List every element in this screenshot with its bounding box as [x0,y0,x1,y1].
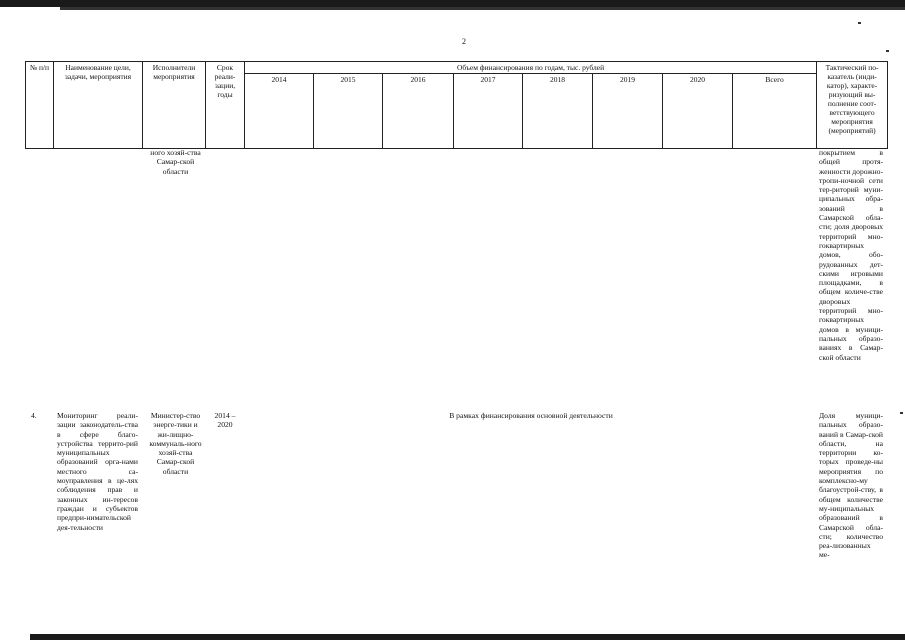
scan-top-border-shadow [60,7,905,10]
header-indicator: Тактический по-казатель (инди-катор), характе-ризующий вы-полнение соот-ветствующего мероприятия (мероприятий) [817,62,888,149]
header-term: Срок реали-зации, годы [206,62,245,149]
row4-term: 2014 – 2020 [214,411,236,430]
funding-table-header [25,61,888,149]
scan-speck [900,412,903,414]
row4-executors: Министер-ство энерге-тики и жи-лищно-коммуналь-ного хозяй-ства Самар-ской области [149,411,202,476]
header-year-2019: 2019 [593,74,663,149]
scan-speck [886,50,889,52]
header-year-2016: 2016 [383,74,454,149]
continued-indicator-cell: покрытием в общей протя-женности дорожно-тропи-ночной сети тер-риторий муни-ципальных обра-зований в Самарской обла-сти; доля дворовых территорий мно-гоквартирных домов, обо-рудованных дет-скими игровыми площадками, в общем количе-стве дворовых территорий мно-гоквартирных домов в муници-пальных образо-ваниях в Самар-ской области [819,148,883,362]
header-executors: Исполнители мероприятия [143,62,206,149]
header-year-2014: 2014 [245,74,314,149]
header-name: Наименование цели, задачи, мероприятия [54,62,143,149]
header-num: № п/п [26,62,54,149]
scan-speck [858,22,861,24]
row4-num: 4. [31,411,37,420]
continued-executors-cell: ного хозяй-ства Самар-ской области [150,148,201,176]
header-year-2015: 2015 [314,74,383,149]
row4-funding: В рамках финансирования основной деятельности [449,411,613,420]
scan-bottom-border [30,634,905,640]
scan-top-border [0,0,905,7]
page-number: 2 [462,37,466,46]
header-year-2020: 2020 [663,74,733,149]
header-total: Всего [733,74,817,149]
row4-indicator: Доля муници-пальных образо-ваний в Самар-ской области, на территории ко-торых проведе-ны мероприятия по комплексно-му благоустрой-ству, в общем количестве му-ниципальных образований в Самарской обла-сти; количество реа-лизованных ме- [819,411,883,560]
header-year-2018: 2018 [523,74,593,149]
header-funding: Объем финансирования по годам, тыс. рублей [245,62,817,74]
header-year-2017: 2017 [454,74,523,149]
row4-name: Мониторинг реали-зации законодатель-ства в сфере благо-устройства террито-рий муниципальных образований орга-нами местного са-моуправления в це-лях соблюдения прав и законных ин-тересов граждан и субъектов предпри-нимательской дея-тельности [57,411,138,532]
